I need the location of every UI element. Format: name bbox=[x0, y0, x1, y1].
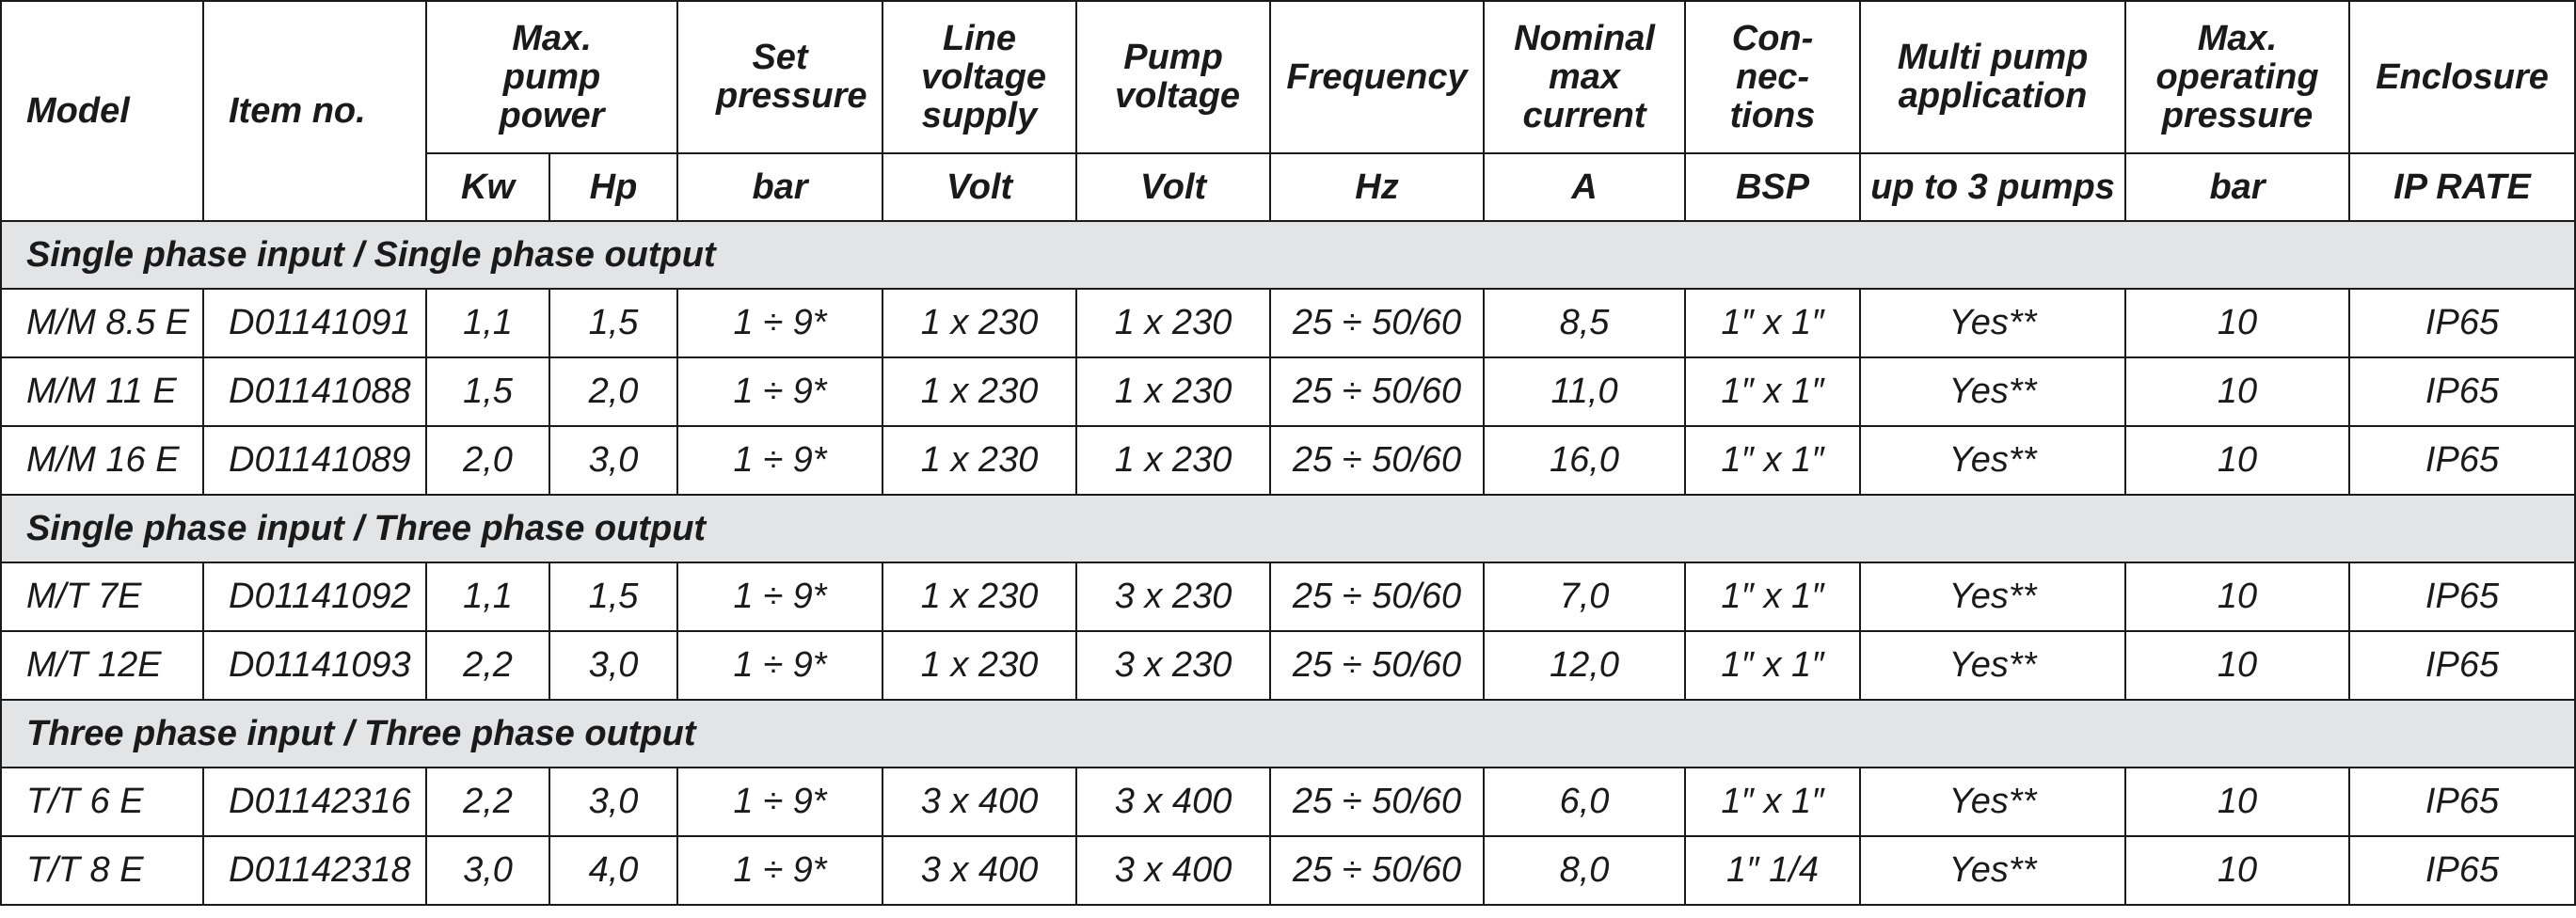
unit-multi-pump: up to 3 pumps bbox=[1860, 153, 2125, 221]
header-pump-voltage: Pump voltage bbox=[1076, 1, 1270, 153]
table-header bbox=[1, 1, 2575, 221]
cell-hp: 4,0 bbox=[549, 836, 677, 905]
unit-set-pressure: bar bbox=[677, 153, 883, 221]
cell-frequency: 25 ÷ 50/60 bbox=[1270, 631, 1484, 700]
header-set-pressure: Set pressure bbox=[677, 1, 883, 153]
cell-set-pressure: 1 ÷ 9* bbox=[677, 631, 883, 700]
cell-multi-pump: Yes** bbox=[1860, 768, 2125, 836]
cell-hp: 1,5 bbox=[549, 562, 677, 631]
cell-model: M/M 11 E bbox=[1, 357, 203, 426]
cell-hp: 3,0 bbox=[549, 768, 677, 836]
cell-line-voltage: 3 x 400 bbox=[883, 768, 1076, 836]
cell-multi-pump: Yes** bbox=[1860, 836, 2125, 905]
header-item-no: Item no. bbox=[203, 1, 426, 221]
cell-max-pressure: 10 bbox=[2125, 631, 2349, 700]
cell-enclosure: IP65 bbox=[2349, 357, 2575, 426]
cell-pump-voltage: 3 x 230 bbox=[1076, 562, 1270, 631]
cell-multi-pump: Yes** bbox=[1860, 631, 2125, 700]
cell-current: 16,0 bbox=[1484, 426, 1685, 495]
cell-enclosure: IP65 bbox=[2349, 768, 2575, 836]
cell-kw: 2,2 bbox=[426, 631, 549, 700]
cell-connections: 1″ x 1″ bbox=[1685, 426, 1860, 495]
cell-current: 6,0 bbox=[1484, 768, 1685, 836]
cell-line-voltage: 1 x 230 bbox=[883, 289, 1076, 357]
cell-pump-voltage: 3 x 400 bbox=[1076, 836, 1270, 905]
unit-frequency: Hz bbox=[1270, 153, 1484, 221]
cell-connections: 1″ x 1″ bbox=[1685, 768, 1860, 836]
cell-current: 12,0 bbox=[1484, 631, 1685, 700]
cell-set-pressure: 1 ÷ 9* bbox=[677, 836, 883, 905]
table-row bbox=[1, 768, 2575, 836]
cell-enclosure: IP65 bbox=[2349, 426, 2575, 495]
cell-item-no: D01141088 bbox=[203, 357, 426, 426]
table-row bbox=[1, 289, 2575, 357]
cell-pump-voltage: 1 x 230 bbox=[1076, 289, 1270, 357]
cell-kw: 1,1 bbox=[426, 289, 549, 357]
cell-kw: 1,1 bbox=[426, 562, 549, 631]
table-body bbox=[1, 221, 2575, 905]
cell-pump-voltage: 3 x 230 bbox=[1076, 631, 1270, 700]
header-row bbox=[1, 1, 2575, 153]
cell-max-pressure: 10 bbox=[2125, 768, 2349, 836]
cell-multi-pump: Yes** bbox=[1860, 562, 2125, 631]
cell-model: M/M 8.5 E bbox=[1, 289, 203, 357]
cell-hp: 3,0 bbox=[549, 426, 677, 495]
section-title: Single phase input / Three phase output bbox=[1, 495, 2575, 562]
section-row bbox=[1, 495, 2575, 562]
cell-set-pressure: 1 ÷ 9* bbox=[677, 562, 883, 631]
table-row bbox=[1, 357, 2575, 426]
header-max-operating-pressure: Max. operating pressure bbox=[2125, 1, 2349, 153]
cell-hp: 2,0 bbox=[549, 357, 677, 426]
header-nominal-current: Nominal max current bbox=[1484, 1, 1685, 153]
cell-current: 8,0 bbox=[1484, 836, 1685, 905]
section-title: Single phase input / Single phase output bbox=[1, 221, 2575, 289]
cell-current: 11,0 bbox=[1484, 357, 1685, 426]
cell-multi-pump: Yes** bbox=[1860, 426, 2125, 495]
table-row bbox=[1, 836, 2575, 905]
cell-kw: 2,0 bbox=[426, 426, 549, 495]
header-max-pump-power: Max. pump power bbox=[426, 1, 677, 153]
header-enclosure: Enclosure bbox=[2349, 1, 2575, 153]
cell-item-no: D01142318 bbox=[203, 836, 426, 905]
cell-max-pressure: 10 bbox=[2125, 836, 2349, 905]
section-title: Three phase input / Three phase output bbox=[1, 700, 2575, 768]
cell-pump-voltage: 1 x 230 bbox=[1076, 357, 1270, 426]
cell-line-voltage: 1 x 230 bbox=[883, 631, 1076, 700]
table-row bbox=[1, 426, 2575, 495]
cell-enclosure: IP65 bbox=[2349, 289, 2575, 357]
unit-enclosure: IP RATE bbox=[2349, 153, 2575, 221]
cell-kw: 3,0 bbox=[426, 836, 549, 905]
cell-connections: 1″ x 1″ bbox=[1685, 562, 1860, 631]
cell-kw: 2,2 bbox=[426, 768, 549, 836]
cell-set-pressure: 1 ÷ 9* bbox=[677, 768, 883, 836]
cell-line-voltage: 1 x 230 bbox=[883, 357, 1076, 426]
cell-connections: 1″ 1/4 bbox=[1685, 836, 1860, 905]
cell-multi-pump: Yes** bbox=[1860, 357, 2125, 426]
cell-model: T/T 6 E bbox=[1, 768, 203, 836]
cell-multi-pump: Yes** bbox=[1860, 289, 2125, 357]
cell-connections: 1″ x 1″ bbox=[1685, 357, 1860, 426]
cell-frequency: 25 ÷ 50/60 bbox=[1270, 289, 1484, 357]
cell-set-pressure: 1 ÷ 9* bbox=[677, 426, 883, 495]
header-multi-pump: Multi pump application bbox=[1860, 1, 2125, 153]
cell-line-voltage: 1 x 230 bbox=[883, 426, 1076, 495]
unit-pump-voltage: Volt bbox=[1076, 153, 1270, 221]
cell-connections: 1″ x 1″ bbox=[1685, 631, 1860, 700]
table-row bbox=[1, 562, 2575, 631]
unit-kw: Kw bbox=[426, 153, 549, 221]
cell-current: 8,5 bbox=[1484, 289, 1685, 357]
cell-enclosure: IP65 bbox=[2349, 836, 2575, 905]
cell-current: 7,0 bbox=[1484, 562, 1685, 631]
cell-pump-voltage: 1 x 230 bbox=[1076, 426, 1270, 495]
header-connections: Con- nec- tions bbox=[1685, 1, 1860, 153]
cell-max-pressure: 10 bbox=[2125, 562, 2349, 631]
cell-frequency: 25 ÷ 50/60 bbox=[1270, 836, 1484, 905]
cell-model: M/T 12E bbox=[1, 631, 203, 700]
unit-line-voltage: Volt bbox=[883, 153, 1076, 221]
header-line-voltage: Line voltage supply bbox=[883, 1, 1076, 153]
cell-enclosure: IP65 bbox=[2349, 631, 2575, 700]
cell-max-pressure: 10 bbox=[2125, 357, 2349, 426]
cell-frequency: 25 ÷ 50/60 bbox=[1270, 357, 1484, 426]
section-row bbox=[1, 700, 2575, 768]
cell-set-pressure: 1 ÷ 9* bbox=[677, 289, 883, 357]
cell-connections: 1″ x 1″ bbox=[1685, 289, 1860, 357]
cell-model: M/T 7E bbox=[1, 562, 203, 631]
table-row bbox=[1, 631, 2575, 700]
cell-enclosure: IP65 bbox=[2349, 562, 2575, 631]
cell-line-voltage: 3 x 400 bbox=[883, 836, 1076, 905]
unit-connections: BSP bbox=[1685, 153, 1860, 221]
cell-frequency: 25 ÷ 50/60 bbox=[1270, 768, 1484, 836]
cell-item-no: D01141093 bbox=[203, 631, 426, 700]
cell-max-pressure: 10 bbox=[2125, 289, 2349, 357]
header-model: Model bbox=[1, 1, 203, 221]
cell-item-no: D01142316 bbox=[203, 768, 426, 836]
cell-item-no: D01141091 bbox=[203, 289, 426, 357]
unit-hp: Hp bbox=[549, 153, 677, 221]
cell-frequency: 25 ÷ 50/60 bbox=[1270, 426, 1484, 495]
cell-hp: 3,0 bbox=[549, 631, 677, 700]
cell-frequency: 25 ÷ 50/60 bbox=[1270, 562, 1484, 631]
cell-model: T/T 8 E bbox=[1, 836, 203, 905]
unit-current: A bbox=[1484, 153, 1685, 221]
cell-item-no: D01141089 bbox=[203, 426, 426, 495]
unit-max-pressure: bar bbox=[2125, 153, 2349, 221]
cell-set-pressure: 1 ÷ 9* bbox=[677, 357, 883, 426]
cell-model: M/M 16 E bbox=[1, 426, 203, 495]
cell-max-pressure: 10 bbox=[2125, 426, 2349, 495]
cell-item-no: D01141092 bbox=[203, 562, 426, 631]
cell-kw: 1,5 bbox=[426, 357, 549, 426]
section-row bbox=[1, 221, 2575, 289]
cell-pump-voltage: 3 x 400 bbox=[1076, 768, 1270, 836]
cell-hp: 1,5 bbox=[549, 289, 677, 357]
cell-line-voltage: 1 x 230 bbox=[883, 562, 1076, 631]
header-frequency: Frequency bbox=[1270, 1, 1484, 153]
